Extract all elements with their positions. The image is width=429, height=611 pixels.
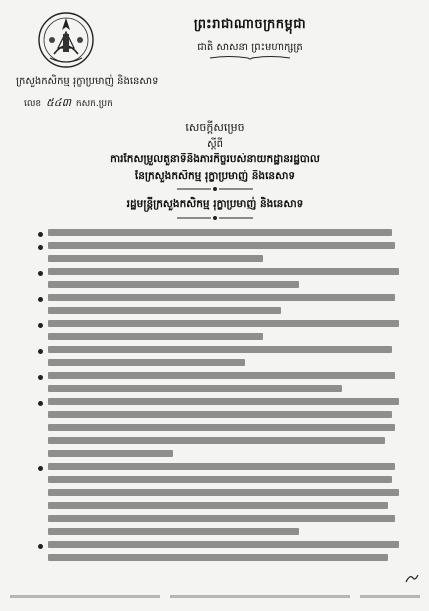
text-line (48, 372, 395, 379)
text-line (48, 333, 263, 340)
legal-reference-item (38, 463, 406, 535)
reference-text-lines (48, 320, 406, 340)
text-line (48, 437, 385, 444)
text-line (48, 268, 399, 275)
bullet-icon (38, 297, 43, 302)
text-line (48, 515, 395, 522)
text-line (48, 294, 395, 301)
text-line (48, 450, 173, 457)
kingdom-heading: ព្រះរាជាណាចក្រកម្ពុជា (193, 17, 307, 32)
bullet-icon (38, 375, 43, 380)
decision-subject: ការកែសម្រួលតួនាទីនិងភារកិច្ចរបស់នាយកដ្ឋានរដ្ឋបាល (110, 153, 320, 165)
text-line (48, 502, 388, 509)
national-motto: ជាតិ សាសនា ព្រះមហាក្សត្រ (197, 42, 303, 53)
reference-text-lines (48, 294, 406, 314)
text-line (48, 346, 392, 353)
handwritten-initial-mark (404, 572, 420, 584)
bullet-icon (38, 323, 43, 328)
bullet-icon (38, 466, 43, 471)
bullet-icon (38, 232, 43, 237)
text-line (48, 476, 392, 483)
reference-text-lines (48, 229, 406, 236)
bullet-icon (38, 401, 43, 406)
legal-reference-item (38, 346, 406, 366)
bullet-icon (38, 544, 43, 549)
text-line (48, 229, 392, 236)
legal-reference-item (38, 268, 406, 288)
text-line (48, 385, 342, 392)
reference-text-lines (48, 268, 406, 288)
legal-reference-item (38, 372, 406, 392)
text-line (48, 489, 399, 496)
reference-text-lines (48, 463, 406, 535)
text-line (48, 554, 388, 561)
legal-references-list (38, 225, 406, 567)
text-line (48, 359, 245, 366)
bullet-icon (38, 349, 43, 354)
legal-reference-item (38, 320, 406, 340)
legal-reference-item (38, 242, 406, 262)
legal-reference-item (38, 398, 406, 457)
ministry-name: ក្រសួងកសិកម្ម រុក្ខាប្រមាញ់ និងនេសាទ (16, 76, 159, 87)
bullet-icon (38, 271, 43, 276)
text-line (48, 255, 263, 262)
bullet-icon (38, 245, 43, 250)
text-line (48, 281, 299, 288)
text-line (48, 320, 399, 327)
text-line (48, 398, 399, 405)
reference-text-lines (48, 346, 406, 366)
royal-seal-emblem (36, 10, 96, 70)
doc-number: ៥៤៣ (46, 96, 71, 109)
reference-text-lines (48, 242, 406, 262)
decision-subject-ministry: នៃក្រសួងកសិកម្ម រុក្ខាប្រមាញ់ និងនេសាទ (134, 170, 296, 182)
reference-text-lines (48, 398, 406, 457)
legal-reference-item (38, 294, 406, 314)
legal-reference-item (38, 541, 406, 561)
text-line (48, 411, 392, 418)
page-footer (10, 590, 422, 604)
decision-subject-label: ស្តីពី (207, 139, 223, 150)
title-divider (175, 186, 255, 192)
header-ornament (208, 55, 292, 61)
text-line (48, 424, 395, 431)
reference-text-lines (48, 541, 406, 561)
issuer-divider (175, 215, 255, 221)
doc-number-suffix: កសក.ប្រក (75, 99, 113, 109)
legal-reference-item (38, 229, 406, 236)
decision-title: សេចក្តីសម្រេច (185, 121, 245, 134)
text-line (48, 528, 299, 535)
text-line (48, 541, 399, 548)
text-line (48, 463, 395, 470)
document-number-line (24, 96, 174, 112)
text-line (48, 242, 395, 249)
issuer-heading: រដ្ឋមន្ត្រីក្រសួងកសិកម្ម រុក្ខាប្រមាញ់ និងនេសាទ (126, 198, 304, 210)
reference-text-lines (48, 372, 406, 392)
doc-number-prefix: លេខ (24, 99, 42, 109)
text-line (48, 307, 281, 314)
